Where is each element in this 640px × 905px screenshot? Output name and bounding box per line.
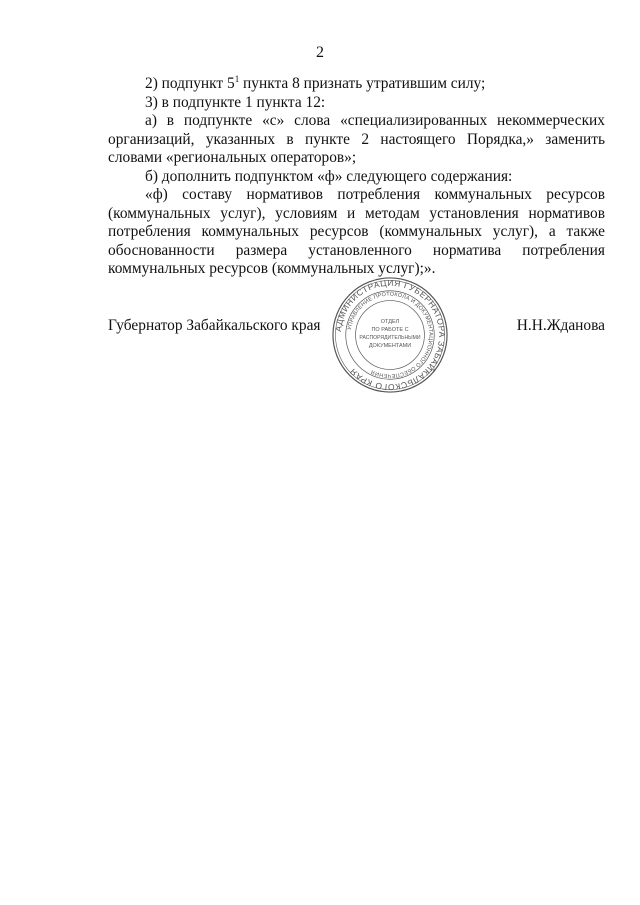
paragraph-item-3: 3) в подпункте 1 пункта 12: (145, 93, 326, 111)
document-body (108, 70, 605, 279)
stamp-center-line-4: ДОКУМЕНТАМИ (368, 342, 412, 349)
page-number: 2 (316, 44, 324, 61)
paragraph-item-2 (108, 70, 605, 94)
stamp-seal-icon (331, 276, 449, 394)
official-stamp (331, 276, 449, 394)
stamp-inner-text: УПРАВЛЕНИЕ ПРОТОКОЛА И ДОКУМЕНТАЦИОННОГО ОБЕСПЕЧЕНИЯ (346, 291, 434, 379)
paragraph-item-2-suffix: пункта 8 признать утратившим силу; (239, 75, 486, 93)
stamp-center-line-1: ОТДЕЛ (380, 319, 400, 326)
paragraph-item-2-prefix: 2) подпункт 5 (145, 75, 235, 93)
paragraph-item-3a: а) в подпункте «с» слова «специализированных некоммерческих организаций, указанных в пункте 2 настоящего Порядка,» заменить словами «региональных операторов»; (108, 112, 605, 167)
paragraph-item-3b-quote: «ф) составу нормативов потребления коммунальных ресурсов (коммунальных услуг), условиям и методам установления нормативов потребления коммунальных ресурсов (коммунальных услуг), а также обоснованности размера установленного норматива потребления коммунальных ресурсов (коммунальных услуг);». (108, 186, 605, 278)
stamp-center-line-3: РАСПОРЯДИТЕЛЬНЫМИ (359, 334, 421, 341)
superscript-one: 1 (234, 74, 240, 84)
stamp-outer-text: АДМИНИСТРАЦИЯ ГУБЕРНАТОРА ЗАБАЙКАЛЬСКОГО КРАЯ (332, 277, 448, 393)
signatory-position: Губернатор Забайкальского края (108, 317, 321, 334)
paragraph-item-3b: б) дополнить подпунктом «ф» следующего содержания: (145, 167, 513, 185)
stamp-center-line-2: ПО РАБОТЕ С (371, 327, 409, 334)
signatory-name: Н.Н.Жданова (516, 317, 605, 334)
